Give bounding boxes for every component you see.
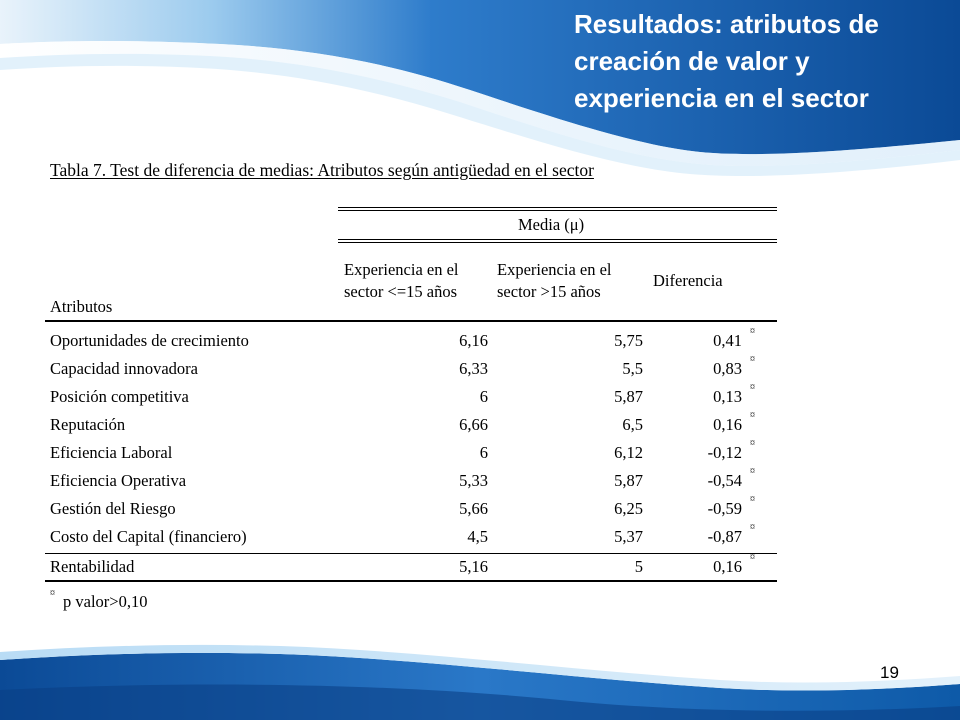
row-2-value-col1: 6 — [479, 387, 488, 406]
row-0-value-col1: 6,16 — [459, 331, 488, 350]
row-1-difference: 0,83 — [713, 359, 742, 378]
rule-before-last-row — [45, 553, 777, 554]
header-col1-line2: sector <=15 años — [344, 282, 458, 301]
footnote-mark: ¤ — [50, 588, 55, 599]
rule-group-bottom-1 — [338, 239, 777, 240]
slide-title-line-3: experiencia en el sector — [574, 83, 869, 113]
row-4-value-col1: 6 — [479, 443, 488, 462]
rule-group-top-1 — [338, 207, 777, 208]
header-col1-line1: Experiencia en el — [344, 260, 459, 279]
row-4-value-col2: 6,12 — [614, 443, 643, 462]
row-2-significance-mark: ¤ — [750, 382, 755, 393]
page-number: 19 — [880, 663, 899, 682]
row-2-difference: 0,13 — [713, 387, 742, 406]
row-7-value-col2: 5,37 — [614, 527, 643, 546]
row-6-difference: -0,59 — [707, 499, 742, 518]
row-2-attribute: Posición competitiva — [50, 387, 189, 406]
row-5-difference: -0,54 — [707, 471, 742, 490]
footnote-text: p valor>0,10 — [63, 592, 148, 611]
row-4-attribute: Eficiencia Laboral — [50, 443, 173, 462]
slide-title-line-2: creación de valor y — [574, 46, 810, 76]
row-6-significance-mark: ¤ — [750, 494, 755, 505]
rule-table-bottom — [45, 580, 777, 582]
row-3-value-col1: 6,66 — [459, 415, 488, 434]
row-8-value-col2: 5 — [634, 557, 643, 576]
row-0-attribute: Oportunidades de crecimiento — [50, 331, 249, 350]
row-4-significance-mark: ¤ — [750, 438, 755, 449]
row-6-attribute: Gestión del Riesgo — [50, 499, 176, 518]
header-col2-line1: Experiencia en el — [497, 260, 612, 279]
row-0-value-col2: 5,75 — [614, 331, 643, 350]
rule-header-bottom — [45, 320, 777, 322]
row-5-value-col1: 5,33 — [459, 471, 488, 490]
row-7-difference: -0,87 — [707, 527, 742, 546]
header-diferencia: Diferencia — [653, 271, 723, 290]
row-5-value-col2: 5,87 — [614, 471, 643, 490]
row-1-significance-mark: ¤ — [750, 354, 755, 365]
row-8-value-col1: 5,16 — [459, 557, 488, 576]
header-col2-line2: sector >15 años — [497, 282, 601, 301]
header-atributos: Atributos — [50, 297, 113, 316]
row-4-difference: -0,12 — [707, 443, 742, 462]
slide-title — [574, 6, 954, 117]
row-7-value-col1: 4,5 — [467, 527, 488, 546]
row-0-significance-mark: ¤ — [750, 326, 755, 337]
row-8-attribute: Rentabilidad — [50, 557, 135, 576]
rule-group-top-2 — [338, 210, 777, 211]
row-3-significance-mark: ¤ — [750, 410, 755, 421]
row-1-value-col1: 6,33 — [459, 359, 488, 378]
row-5-attribute: Eficiencia Operativa — [50, 471, 187, 490]
rule-group-bottom-2 — [338, 242, 777, 243]
row-3-value-col2: 6,5 — [622, 415, 643, 434]
row-1-attribute: Capacidad innovadora — [50, 359, 198, 378]
row-1-value-col2: 5,5 — [622, 359, 643, 378]
row-8-significance-mark: ¤ — [750, 552, 755, 563]
row-6-value-col1: 5,66 — [459, 499, 488, 518]
group-header-media: Media (μ) — [518, 215, 585, 234]
table-caption: Tabla 7. Test de diferencia de medias: Atributos según antigüedad en el sector — [50, 160, 594, 180]
row-8-difference: 0,16 — [713, 557, 742, 576]
row-2-value-col2: 5,87 — [614, 387, 643, 406]
row-6-value-col2: 6,25 — [614, 499, 643, 518]
row-7-attribute: Costo del Capital (financiero) — [50, 527, 247, 546]
row-0-difference: 0,41 — [713, 331, 742, 350]
row-5-significance-mark: ¤ — [750, 466, 755, 477]
slide-title-line-1: Resultados: atributos de — [574, 9, 879, 39]
row-3-attribute: Reputación — [50, 415, 126, 434]
row-3-difference: 0,16 — [713, 415, 742, 434]
row-7-significance-mark: ¤ — [750, 522, 755, 533]
